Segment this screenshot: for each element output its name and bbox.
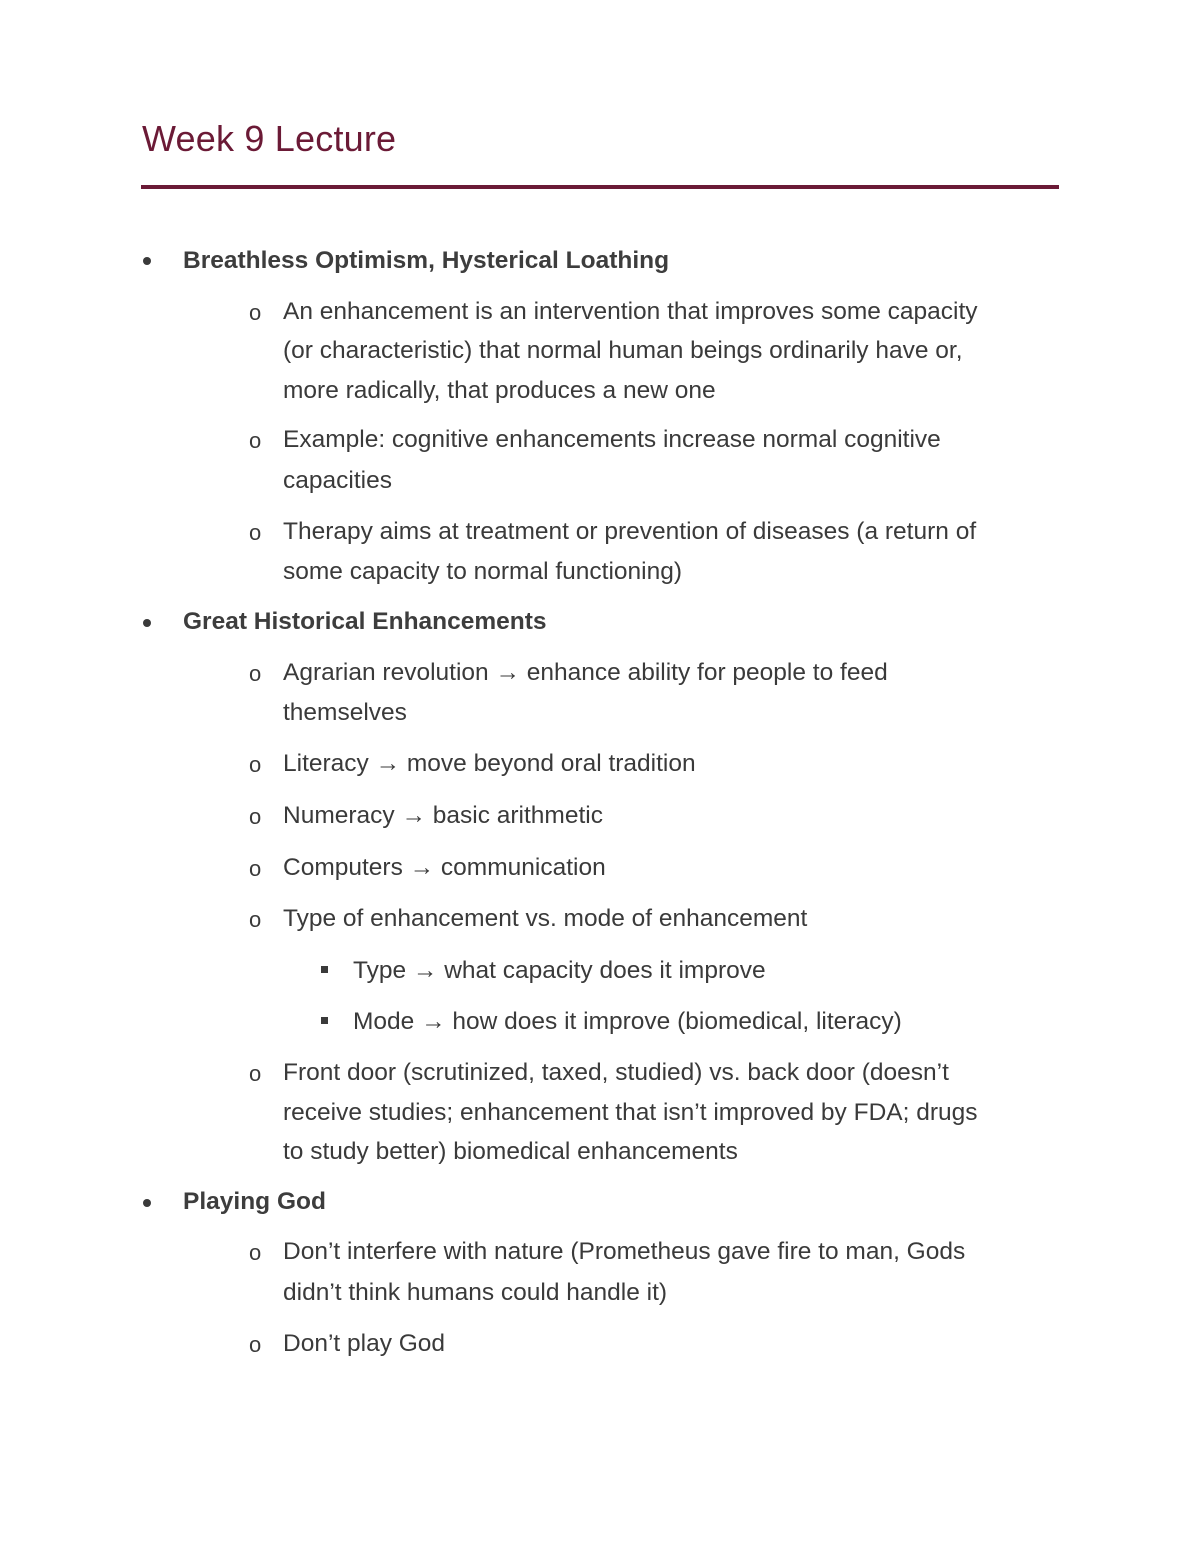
bullet-dot-icon — [143, 1199, 151, 1207]
list-item-line: didn’t think humans could handle it) — [283, 1279, 668, 1306]
list-item-line: Computers → communication — [283, 854, 606, 881]
list-item-line: capacities — [283, 467, 392, 494]
list-item-line: receive studies; enhancement that isn’t improved by FDA; drugs — [283, 1099, 978, 1126]
list-item-line: Example: cognitive enhancements increase normal cognitive — [283, 426, 941, 453]
list-item-line: some capacity to normal functioning) — [283, 558, 682, 585]
list-item-line: (or characteristic) that normal human beings ordinarily have or, — [283, 337, 963, 364]
list-item-line: Therapy aims at treatment or prevention of diseases (a return of — [283, 518, 977, 545]
circle-bullet-icon: o — [249, 856, 262, 881]
circle-bullet-icon: o — [249, 1061, 262, 1086]
list-item-line: Numeracy → basic arithmetic — [283, 802, 603, 829]
circle-bullet-icon: o — [249, 804, 262, 829]
title-divider — [141, 185, 1059, 189]
circle-bullet-icon: o — [249, 520, 262, 545]
list-item-line: Front door (scrutinized, taxed, studied) vs. back door (doesn’t — [283, 1059, 949, 1086]
sub-list-item: Mode → how does it improve (biomedical, literacy) — [353, 1008, 902, 1035]
circle-bullet-icon: o — [249, 752, 262, 777]
square-bullet-icon — [321, 1017, 328, 1024]
list-item-line: more radically, that produces a new one — [283, 377, 716, 404]
circle-bullet-icon: o — [249, 428, 262, 453]
page-title: Week 9 Lecture — [142, 118, 397, 159]
list-item-line: Agrarian revolution → enhance ability for people to feed — [283, 659, 888, 686]
section-heading: Breathless Optimism, Hysterical Loathing — [183, 247, 670, 274]
section-heading: Playing God — [183, 1188, 326, 1215]
bullet-dot-icon — [143, 619, 151, 627]
circle-bullet-icon: o — [249, 1332, 262, 1357]
circle-bullet-icon: o — [249, 1240, 262, 1265]
circle-bullet-icon: o — [249, 300, 262, 325]
list-item-line: Literacy → move beyond oral tradition — [283, 750, 696, 777]
list-item-line: An enhancement is an intervention that improves some capacity — [283, 298, 978, 325]
list-item-line: themselves — [283, 699, 407, 726]
list-item-line: to study better) biomedical enhancements — [283, 1138, 738, 1165]
bullet-dot-icon — [143, 257, 151, 265]
circle-bullet-icon: o — [249, 661, 262, 686]
list-item-line: Type of enhancement vs. mode of enhancement — [283, 905, 808, 932]
section-heading: Great Historical Enhancements — [183, 608, 547, 635]
square-bullet-icon — [321, 966, 328, 973]
list-item-line: Don’t interfere with nature (Prometheus gave fire to man, Gods — [283, 1238, 966, 1265]
circle-bullet-icon: o — [249, 907, 262, 932]
list-item-line: Don’t play God — [283, 1330, 446, 1357]
sub-list-item: Type → what capacity does it improve — [353, 957, 766, 984]
